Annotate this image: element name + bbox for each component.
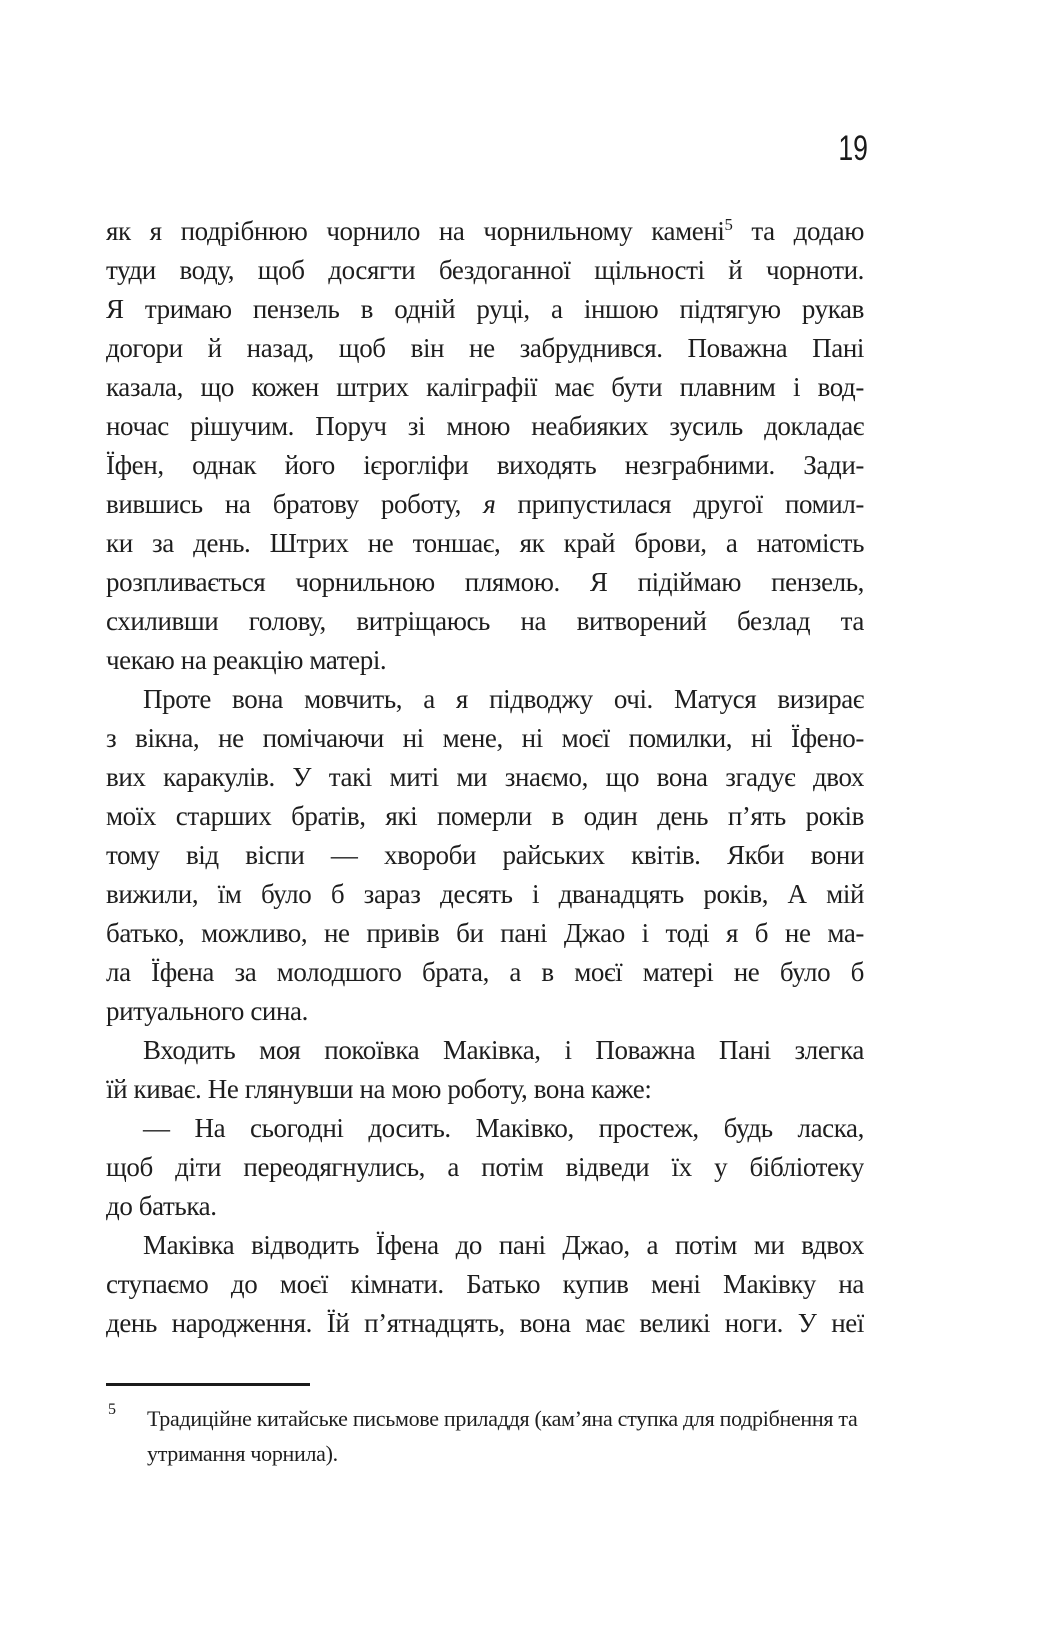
text-segment: вих каракулів. У такі миті ми знаємо, що вона згадує двох (106, 762, 864, 792)
text-line (106, 1148, 864, 1187)
text-line (106, 680, 864, 719)
text-segment: ла Їфена за молодшого брата, а в моєї матері не було б (106, 957, 864, 987)
text-segment: їй киває. Не глянувши на мою роботу, вона каже: (106, 1074, 652, 1104)
text-line (106, 836, 864, 875)
text-segment: Їфен, однак його ієрогліфи виходять незграбними. Зади- (106, 450, 864, 480)
text-segment: схиливши голову, витріщаюсь на витворений безлад та (106, 606, 864, 636)
text-segment: припустилася другої помил- (495, 489, 864, 519)
emphasized-text: я (483, 489, 496, 519)
text-segment: день народження. Їй п’ятнадцять, вона має великі ноги. У неї (106, 1308, 864, 1338)
text-segment: — На сьогодні досить. Маківко, простеж, будь ласка, (143, 1113, 864, 1143)
text-segment: розпливається чорнильною плямою. Я підіймаю пензель, (106, 567, 864, 597)
text-segment: казала, що кожен штрих каліграфії має бути плавним і вод- (106, 372, 864, 402)
text-line (106, 446, 864, 485)
text-line (106, 1304, 864, 1343)
text-line (106, 914, 864, 953)
text-line (106, 1226, 864, 1265)
text-line (106, 563, 864, 602)
text-line (106, 368, 864, 407)
body-text (106, 212, 864, 1343)
paragraph (106, 212, 864, 680)
text-segment: Я тримаю пензель в одній руці, а іншою підтягую рукав (106, 294, 864, 324)
paragraph (106, 1226, 864, 1343)
text-line (106, 1187, 864, 1226)
text-line (106, 1265, 864, 1304)
text-line (106, 1109, 864, 1148)
paragraph (106, 680, 864, 1031)
page-number: 19 (838, 129, 868, 168)
text-segment: щоб діти переодягнулись, а потім відведи їх у бібліотеку (106, 1152, 864, 1182)
text-line (106, 992, 864, 1031)
text-segment: до батька. (106, 1191, 217, 1221)
text-segment: ночас рішучим. Поруч зі мною неабияких зусиль докладає (106, 411, 864, 441)
text-segment: туди воду, щоб досягти бездоганної щільності й чорноти. (106, 255, 864, 285)
footnote (106, 1401, 864, 1471)
footnote-marker: 5 (108, 1401, 116, 1418)
text-line (106, 407, 864, 446)
text-segment: ритуального сина. (106, 996, 308, 1026)
text-segment: як я подрібнюю чорнило на чорнильному камені (106, 216, 725, 246)
text-line (106, 251, 864, 290)
paragraph (106, 1031, 864, 1109)
text-segment: ступаємо до моєї кімнати. Батько купив мені Маківку на (106, 1269, 864, 1299)
text-line (106, 758, 864, 797)
text-segment: та додаю (732, 216, 864, 246)
text-line (106, 524, 864, 563)
text-segment: моїх старших братів, які померли в один день п’ять років (106, 801, 864, 831)
text-line (106, 485, 864, 524)
text-segment: вившись на братову роботу, (106, 489, 484, 519)
text-line (106, 212, 864, 251)
text-line (106, 602, 864, 641)
text-line (106, 719, 864, 758)
text-segment: з вікна, не помічаючи ні мене, ні моєї помилки, ні Їфено- (106, 723, 864, 753)
text-segment: ки за день. Штрих не тоншає, як край брови, а натомість (106, 528, 864, 558)
text-segment: батько, можливо, не привів би пані Джао і тоді я б не ма- (106, 918, 864, 948)
footnote-text (147, 1401, 864, 1471)
footnote-line: утримання чорнила). (147, 1441, 338, 1466)
footnote-separator (106, 1383, 310, 1386)
text-line (106, 290, 864, 329)
footnote-reference: 5 (724, 215, 733, 234)
text-line (106, 875, 864, 914)
paragraph (106, 1109, 864, 1226)
footnote-line: Традиційне китайське письмове приладдя (кам’яна ступка для подрібнення та (147, 1406, 858, 1431)
text-line (106, 1070, 864, 1109)
text-segment: догори й назад, щоб він не забруднився. Поважна Пані (106, 333, 864, 363)
text-segment: вижили, їм було б зараз десять і дванадцять років, А мій (106, 879, 864, 909)
text-segment: Проте вона мовчить, а я підводжу очі. Матуся визирає (143, 684, 864, 714)
text-segment: тому від віспи — хвороби райських квітів. Якби вони (106, 840, 864, 870)
text-line (106, 641, 864, 680)
text-line (106, 1031, 864, 1070)
text-line (106, 953, 864, 992)
text-segment: чекаю на реакцію матері. (106, 645, 387, 675)
text-segment: Маківка відводить Їфена до пані Джао, а потім ми вдвох (143, 1230, 864, 1260)
text-line (106, 797, 864, 836)
text-segment: Входить моя покоївка Маківка, і Поважна Пані злегка (143, 1035, 864, 1065)
text-line (106, 329, 864, 368)
